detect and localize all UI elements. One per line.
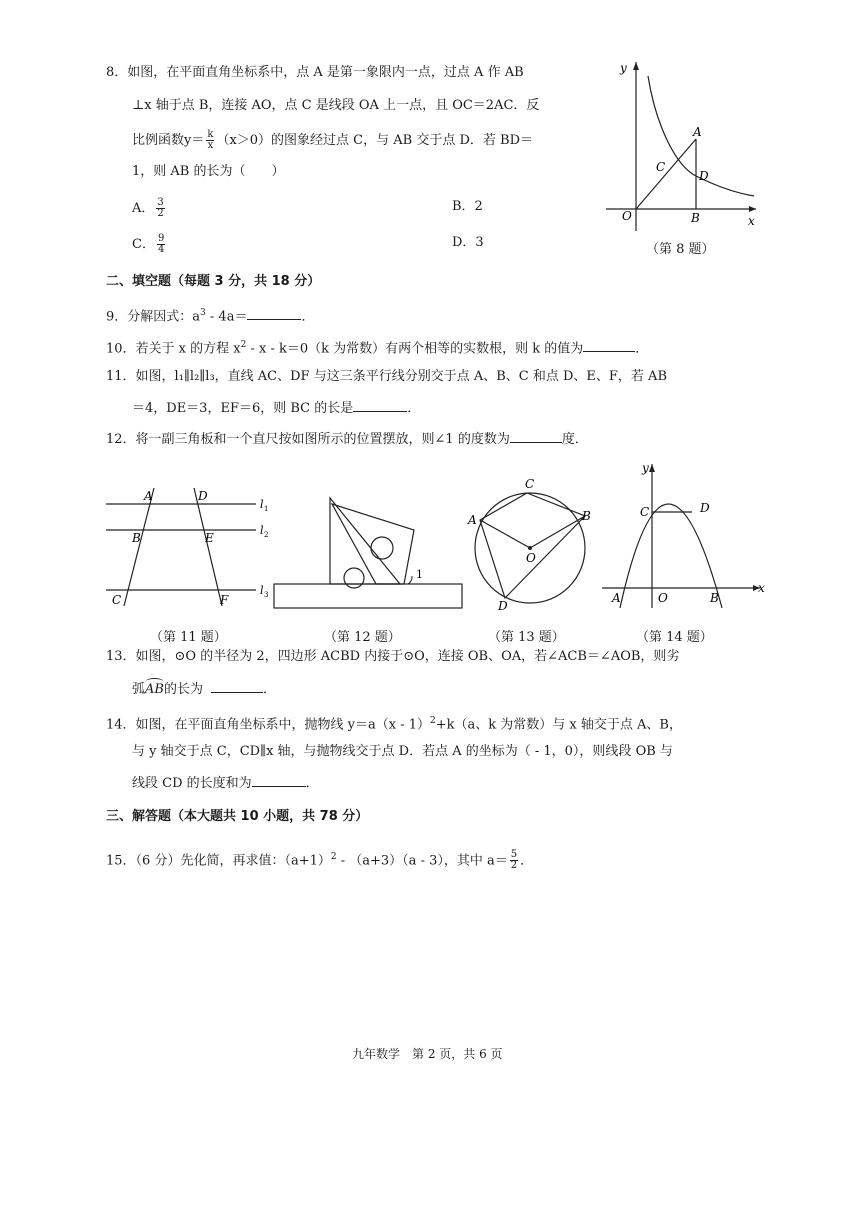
q14-line3 — [132, 774, 319, 793]
q14-figure — [598, 460, 770, 612]
q14-end: ． — [305, 776, 319, 791]
q8-line3 — [132, 130, 533, 151]
q11-label-l3-sub: 3 — [264, 591, 269, 599]
q8-y-arrow — [633, 62, 639, 70]
q15-num: 5 — [510, 849, 518, 861]
q8-label-x: x — [748, 214, 755, 228]
q8-option-a-num: 3 — [157, 197, 164, 208]
q10-post: - x - k＝0（k 为常数）有两个相等的实数根，则 k 的值为 — [246, 341, 584, 357]
q9-end: ． — [301, 309, 315, 325]
q13-arc-ab — [145, 681, 164, 699]
q11-label-e: E — [205, 531, 214, 545]
q8-option-a-label: A． — [132, 201, 155, 216]
q8-option-d: D．3 — [452, 235, 484, 250]
q14-figure-caption: （第 14 题） — [636, 630, 713, 645]
q14-y-arrow — [649, 464, 655, 472]
q12-figure-caption: （第 12 题） — [324, 630, 401, 645]
q15-mid: - （a+3）（a - 3），其中 a＝ — [336, 853, 508, 869]
q8-figure — [596, 56, 766, 236]
q13-blank[interactable] — [211, 680, 263, 693]
q11-label-f: F — [220, 593, 229, 607]
q14-line1 — [106, 712, 682, 734]
q10-end: ． — [635, 341, 649, 357]
q8-option-c-den: 4 — [157, 244, 165, 255]
q13-line2-post: 的长为 — [163, 682, 203, 697]
q13-line1: 13．如图，⊙O 的半径为 2，四边形 ACBD 内接于⊙O，连接 OB、OA，若∠ACB＝∠AOB，则劣 — [106, 649, 680, 664]
q13-label-o: O — [526, 551, 536, 565]
q12-blank[interactable] — [510, 430, 562, 443]
q8-option-a-den: 2 — [157, 208, 164, 219]
q12-hole-upper — [371, 537, 393, 559]
q13-center-dot — [528, 546, 532, 550]
q14-line3-text: 线段 CD 的长度和为 — [132, 776, 252, 791]
q11-line-df — [194, 488, 222, 606]
q8-line1: 8．如图，在平面直角坐标系中，点 A 是第一象限内一点，过点 A 作 AB — [106, 65, 524, 80]
q8-label-c: C — [656, 160, 666, 174]
q14-line2: 与 y 轴交于点 C，CD∥x 轴，与抛物线交于点 D．若点 A 的坐标为（ - 1，0），则线段 OB 与 — [132, 744, 673, 759]
q11-label-a: A — [144, 489, 153, 503]
q8-option-c — [132, 234, 167, 255]
q11-end: ． — [407, 401, 421, 416]
q9-blank[interactable] — [247, 307, 301, 320]
q14-label-a: A — [612, 591, 621, 605]
q9-post: - 4a＝ — [205, 309, 248, 325]
q11-label-c: C — [112, 593, 122, 607]
q8-option-c-label: C． — [132, 237, 155, 252]
q14-label-o: O — [658, 591, 668, 605]
q11-label-l1: l — [260, 498, 264, 511]
q12-pre: 12．将一副三角板和一个直尺按如图所示的位置摆放，则∠1 的度数为 — [106, 432, 510, 447]
q14-sup: 2 — [430, 716, 436, 726]
q11-blank[interactable] — [353, 399, 407, 412]
q11-label-l2: l — [260, 524, 264, 537]
q14-line1-pre: 14．如图，在平面直角坐标系中，抛物线 y＝a（x - 1） — [106, 717, 431, 733]
q14-label-y: y — [642, 461, 649, 475]
q11-figure-caption: （第 11 题） — [150, 630, 227, 645]
q15 — [106, 848, 533, 871]
q12-end: 度． — [561, 432, 588, 447]
q8-option-c-fraction — [157, 234, 165, 255]
q14-label-d: D — [700, 501, 710, 515]
q12-angle-arc — [408, 576, 412, 584]
q11-label-l2-sub: 2 — [264, 531, 269, 539]
q12 — [106, 430, 588, 449]
q10-pre: 10．若关于 x 的方程 x — [106, 341, 241, 357]
section3-heading: 三、解答题（本大题共 10 小题，共 78 分） — [106, 809, 369, 824]
q8-label-a: A — [693, 125, 702, 139]
q8-label-o: O — [622, 209, 632, 223]
q15-den: 2 — [510, 860, 518, 872]
page-footer: 九年数学 第 2 页，共 6 页 — [352, 1047, 503, 1061]
q13-label-b: B — [582, 509, 591, 523]
q8-label-b: B — [691, 211, 700, 225]
q8-option-b: B．2 — [452, 199, 483, 214]
q12-triangle-large — [330, 498, 400, 584]
q9 — [106, 304, 314, 326]
q13-figure-caption: （第 13 题） — [488, 630, 565, 645]
q8-func-x: x — [207, 140, 214, 151]
q13-figure — [466, 476, 596, 616]
q9-pre: 9．分解因式：a — [106, 309, 201, 325]
q8-option-c-num: 9 — [157, 233, 165, 244]
q14-parabola — [620, 504, 722, 608]
q11-line1: 11．如图，l₁∥l₂∥l₃，直线 AC、DF 与这三条平行线分别交于点 A、B、C 和点 D、E、F，若 AB — [106, 369, 667, 384]
q13-line2 — [132, 680, 276, 699]
q13-label-d: D — [498, 599, 508, 613]
q13-line2-pre: 弧 — [132, 682, 146, 697]
q14-label-b: B — [710, 591, 719, 605]
q8-line3-pre: 比例函数 — [132, 133, 185, 148]
q15-end: ． — [520, 853, 534, 869]
q12-figure — [272, 492, 468, 614]
q13-arc-mark — [146, 678, 163, 684]
q13-segment-ob — [530, 516, 585, 548]
q12-ruler — [274, 584, 462, 608]
q10-sup: 2 — [240, 340, 247, 350]
q8-line3-post: （x＞0）的图象经过点 C，与 AB 交于点 D．若 BD＝ — [216, 133, 533, 148]
q11-line2-text: ＝4，DE＝3，EF＝6，则 BC 的长是 — [132, 401, 354, 416]
q8-line4: 1，则 AB 的长为（ ） — [132, 164, 285, 179]
q14-label-c: C — [640, 505, 650, 519]
q8-func-fraction — [206, 130, 214, 151]
q12-label-angle1: 1 — [416, 568, 423, 581]
q8-func-k: k — [207, 129, 214, 140]
q13-arc-ab-text: AB — [145, 682, 164, 697]
q8-option-a-fraction — [156, 198, 164, 219]
q8-figure-caption: （第 8 题） — [646, 242, 715, 257]
q8-segment-oa — [636, 139, 696, 209]
q8-label-y: y — [620, 61, 627, 75]
q8-x-arrow — [749, 206, 756, 212]
q12-hole-lower — [344, 568, 364, 588]
q9-sup: 3 — [200, 308, 206, 318]
section2-heading: 二、填空题（每题 3 分，共 18 分） — [106, 274, 321, 289]
q15-fraction — [510, 850, 518, 871]
q11-label-l3: l — [260, 584, 264, 597]
q14-blank[interactable] — [252, 774, 306, 787]
q11-label-d: D — [198, 489, 208, 503]
q15-sup: 2 — [330, 852, 337, 862]
q10 — [106, 336, 648, 358]
q8-option-a — [132, 198, 167, 219]
q15-pre: 15．（6 分）先化简，再求值：（a+1） — [106, 853, 331, 869]
q13-label-a: A — [468, 513, 477, 527]
q14-label-x: x — [758, 581, 765, 595]
q14-line1-post: +k（a、k 为常数）与 x 轴交于点 A、B， — [435, 717, 682, 733]
q8-line2: ⊥x 轴于点 B，连接 AO，点 C 是线段 OA 上一点，且 OC＝2AC．反 — [132, 98, 540, 113]
q10-blank[interactable] — [583, 339, 635, 352]
q13-label-c: C — [525, 477, 535, 491]
q8-label-d: D — [699, 169, 709, 183]
q11-label-b: B — [132, 531, 141, 545]
q8-func: y＝ — [184, 133, 205, 148]
q11-line-ac — [124, 488, 154, 606]
q11-label-l1-sub: 1 — [264, 505, 269, 513]
q13-end: ． — [262, 682, 276, 697]
q11-figure — [104, 484, 274, 612]
q11-line2 — [132, 399, 420, 418]
